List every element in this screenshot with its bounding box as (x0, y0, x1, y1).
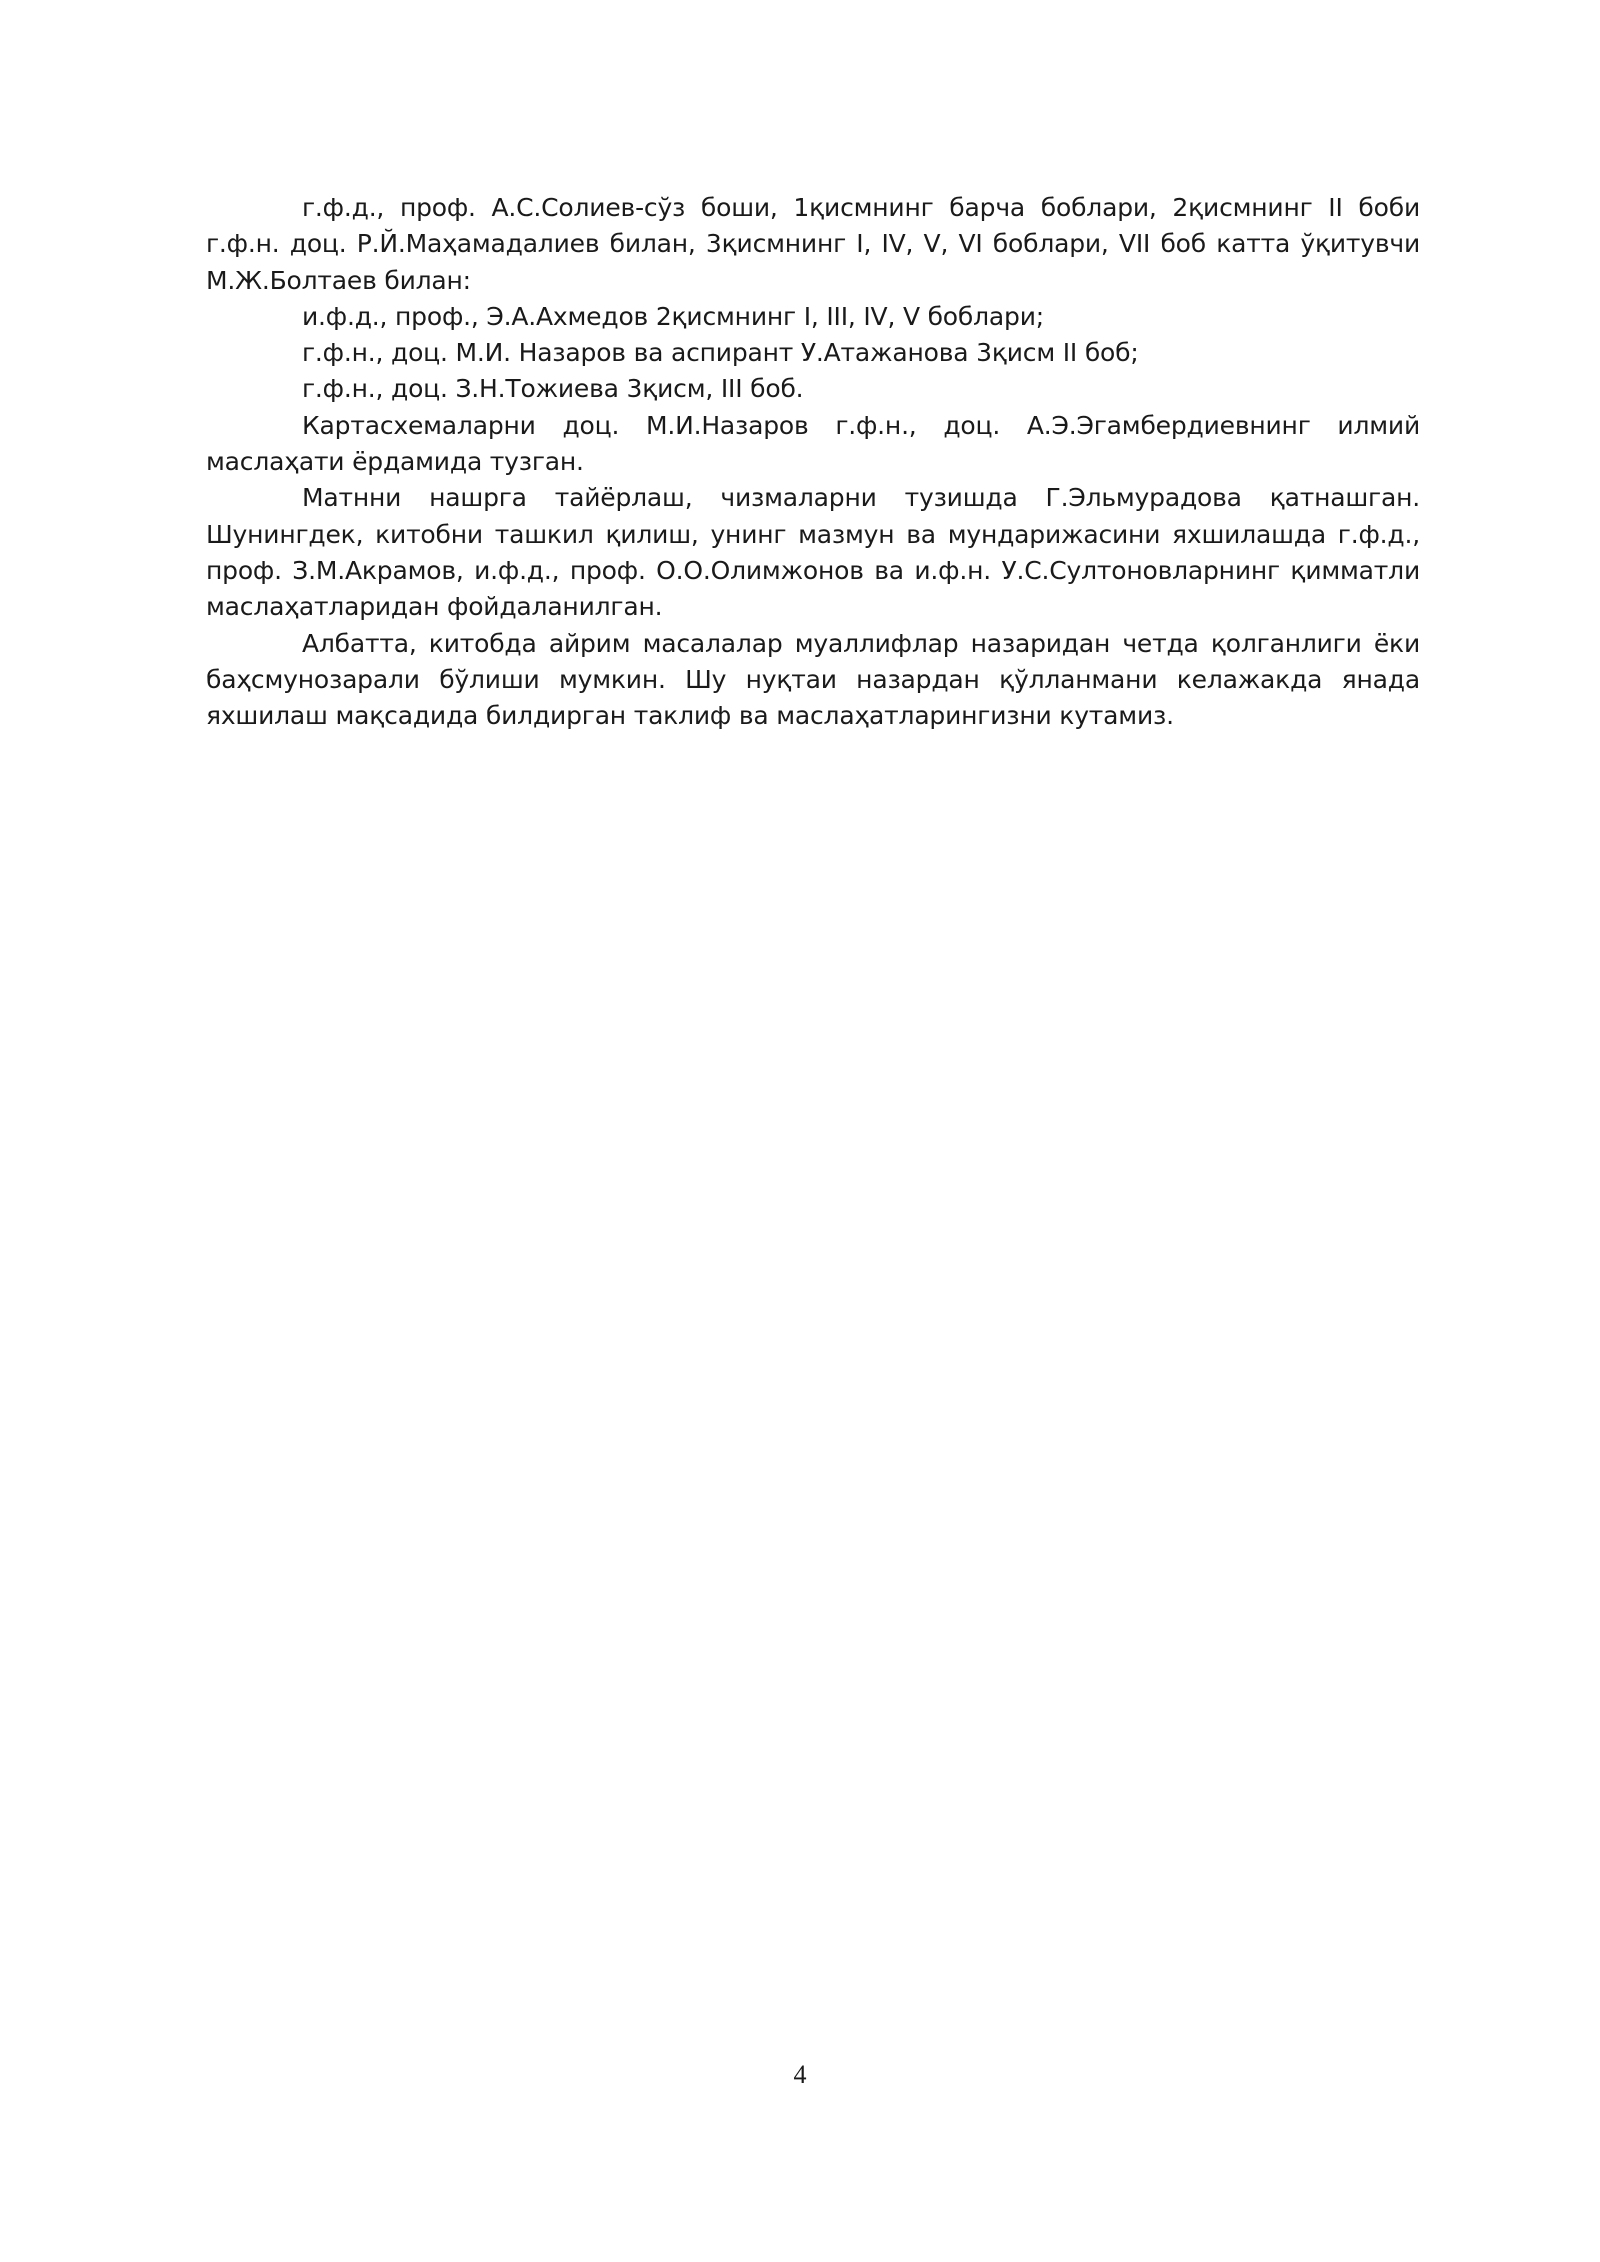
paragraph-authors-akhmedov: и.ф.д., проф., Э.А.Ахмедов 2қисмнинг I, III, IV, V боблари; (302, 301, 1044, 331)
paragraph-authors-tozhieva: г.ф.н., доц. З.Н.Тожиева 3қисм, III боб. (302, 374, 804, 404)
paragraph-authors-solievv: г.ф.д., проф. А.С.Солиев-сўз боши, 1қисмнинг барча боблари, 2қисмнинг II боби г.ф.н. доц. Р.Й.Маҳамадалиев билан, 3қисмнинг I, IV, V, VI боблари, VII боб катта ўқитувчи М.Ж.Болтаев билан: (206, 193, 1420, 295)
paragraph-map-schemes: Картасхемаларни доц. М.И.Назаров г.ф.н., доц. А.Э.Эгамбердиевнинг илмий маслаҳати ёрдамида тузган. (206, 410, 1420, 477)
paragraph-authors-nazarov: г.ф.н., доц. М.И. Назаров ва аспирант У.Атажанова 3қисм II боб; (302, 338, 1139, 368)
text-body (206, 190, 1420, 734)
paragraph-acknowledgements: Матнни нашрга тайёрлаш, чизмаларни тузишда Г.Эльмурадова қатнашган. Шунингдек, китобни ташкил қилиш, унинг мазмун ва мундарижасини яхшилашда г.ф.д., проф. З.М.Акрамов, и.ф.д., проф. О.О.Олимжонов ва и.ф.н. У.С.Султоновларнинг қимматли маслаҳатларидан фойдаланилган. (206, 483, 1420, 622)
paragraph-closing: Албатта, китобда айрим масалалар муаллифлар назаридан четда қолганлиги ёки баҳсмунозарали бўлиши мумкин. Шу нуқтаи назардан қўлланмани келажакда янада яхшилаш мақсадида билдирган таклиф ва маслаҳатларингизни кутамиз. (206, 628, 1420, 731)
page-number: 4 (793, 2060, 807, 2089)
